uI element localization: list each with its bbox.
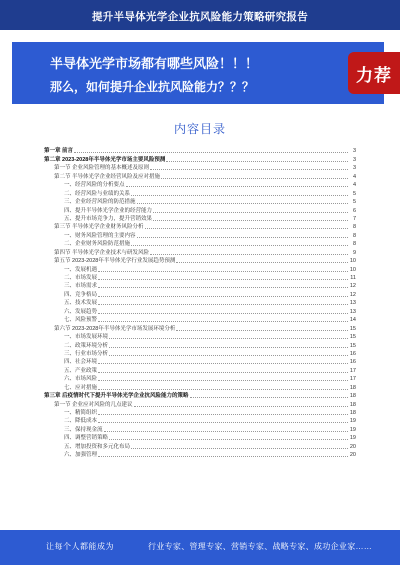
toc-entry-title: 第一节 企业风险管理的基本概述及原则 <box>54 165 150 172</box>
toc-entry[interactable] <box>44 171 356 179</box>
toc-entry[interactable] <box>44 441 356 449</box>
toc-entry-title: 四、社会环境 <box>64 359 98 366</box>
toc-entry-page: 15 <box>349 342 356 349</box>
toc-entry-page: 11 <box>350 275 356 281</box>
toc-entry-title: 第一节 企业应对风险的几点建议 <box>54 401 133 408</box>
toc-entry-page: 16 <box>349 350 356 357</box>
toc-entry[interactable] <box>44 399 356 407</box>
toc-entry[interactable] <box>44 247 356 255</box>
toc-entry[interactable] <box>44 391 356 399</box>
report-title: 提升半导体光学企业抗风险能力策略研究报告 <box>92 11 308 23</box>
toc-entry-title: 二、市场发展 <box>64 275 98 281</box>
toc-entry[interactable] <box>44 146 356 154</box>
toc-entry-page: 15 <box>349 325 356 332</box>
toc-leader-dots <box>137 203 348 204</box>
toc-entry[interactable] <box>44 273 356 281</box>
toc-entry[interactable] <box>44 357 356 365</box>
toc-entry-page: 10 <box>349 258 356 265</box>
toc-entry-title: 一、精简组织 <box>64 410 98 416</box>
toc-entry-page: 20 <box>349 443 356 450</box>
toc-leader-dots <box>150 254 348 255</box>
toc-entry-page: 7 <box>352 215 356 222</box>
toc-entry-title: 第一章 前言 <box>44 148 74 155</box>
toc-leader-dots <box>166 161 348 162</box>
toc-entry[interactable] <box>44 365 356 373</box>
toc-entry[interactable] <box>44 281 356 289</box>
toc-leader-dots <box>131 448 348 449</box>
toc-leader-dots <box>98 287 348 288</box>
toc-entry[interactable] <box>44 450 356 458</box>
recommend-badge <box>348 52 400 94</box>
toc-entry-page: 18 <box>349 393 356 400</box>
toc-entry-page: 17 <box>349 376 356 383</box>
toc-entry-page: 12 <box>349 283 356 290</box>
toc-entry-title: 四、提升半导体光学企业的经营能力 <box>64 207 153 214</box>
toc-leader-dots <box>137 237 348 238</box>
toc-entry-page: 4 <box>352 182 356 189</box>
toc-entry-page: 14 <box>349 317 356 324</box>
toc-leader-dots <box>131 195 348 196</box>
toc-entry[interactable] <box>44 214 356 222</box>
toc-leader-dots <box>109 355 348 356</box>
toc-entry-page: 16 <box>349 359 356 366</box>
toc-entry[interactable] <box>44 197 356 205</box>
toc-leader-dots <box>98 456 348 457</box>
toc-entry-title: 第二章 2023-2028年半导体光学市场主要风险预测 <box>44 156 166 163</box>
toc-leader-dots <box>98 313 348 314</box>
toc-entry[interactable] <box>44 349 356 357</box>
toc-leader-dots <box>145 228 348 229</box>
toc-entry-title: 第五节 2023-2028年半导体光学行业发展趋势预测 <box>54 258 176 265</box>
toc-entry-page: 3 <box>352 165 356 172</box>
toc-entry-title: 七、风险预警 <box>64 317 98 324</box>
toc-heading: 内容目录 <box>173 122 226 136</box>
toc-entry-title: 四、竞争格局 <box>64 291 98 298</box>
toc-entry-title: 七、应对措施 <box>64 384 98 391</box>
toc-entry[interactable] <box>44 188 356 196</box>
toc-entry[interactable] <box>44 306 356 314</box>
toc-entry-page: 9 <box>352 249 356 256</box>
toc-leader-dots <box>126 186 348 187</box>
toc-leader-dots <box>134 406 348 407</box>
toc-leader-dots <box>161 178 348 179</box>
toc-entry-title: 五、增加投资和多元化布局 <box>64 443 131 450</box>
toc-leader-dots <box>74 152 348 153</box>
toc-entry-page: 17 <box>349 367 356 374</box>
toc-entry[interactable] <box>44 298 356 306</box>
toc-leader-dots <box>109 347 348 348</box>
toc-entry[interactable] <box>44 433 356 441</box>
toc-entry-title: 五、产业政策 <box>64 367 98 374</box>
toc-entry-title: 六、发展趋势 <box>64 308 98 315</box>
toc-entry[interactable] <box>44 323 356 331</box>
toc-entry[interactable] <box>44 154 356 162</box>
footer-slogan: 让每个人都能成为 <box>46 542 114 551</box>
toc-entry[interactable] <box>44 256 356 264</box>
toc-entry-title: 五、技术发展 <box>64 300 98 307</box>
toc-entry-page: 5 <box>352 190 356 197</box>
toc-entry[interactable] <box>44 180 356 188</box>
toc-entry-page: 8 <box>352 224 356 231</box>
toc-leader-dots <box>109 439 348 440</box>
toc-entry-page: 12 <box>349 291 356 298</box>
toc-entry-page: 8 <box>352 232 356 239</box>
toc-entry[interactable] <box>44 230 356 238</box>
toc-entry[interactable] <box>44 315 356 323</box>
toc-entry-page: 10 <box>349 266 356 273</box>
toc-entry-page: 18 <box>349 410 356 416</box>
toc-entry-title: 三、保持现金流 <box>64 426 103 433</box>
table-of-contents <box>44 146 356 458</box>
toc-entry-page: 18 <box>349 384 356 391</box>
toc-leader-dots <box>131 245 348 246</box>
toc-entry-title: 一、财务风险管理的主要内容 <box>64 232 136 239</box>
toc-entry-page: 5 <box>352 199 356 206</box>
toc-entry-title: 二、企业财务风险防范措施 <box>64 241 131 248</box>
toc-leader-dots <box>190 397 348 398</box>
toc-entry-title: 第二节 半导体光学企业经营风险及应对措施 <box>54 173 161 180</box>
recommend-badge-text: 力荐 <box>356 65 392 85</box>
toc-entry[interactable] <box>44 374 356 382</box>
toc-entry[interactable] <box>44 424 356 432</box>
toc-leader-dots <box>98 321 348 322</box>
toc-leader-dots <box>98 296 348 297</box>
toc-entry-page: 20 <box>349 452 356 459</box>
toc-entry-page: 15 <box>349 334 356 341</box>
toc-leader-dots <box>176 262 348 263</box>
banner-question: 半导体光学市场都有哪些风险！！！ <box>50 56 259 71</box>
toc-entry-title: 二、经营风险与业绩的关系 <box>64 190 131 197</box>
toc-entry[interactable] <box>44 264 356 272</box>
toc-entry-title: 一、经营风险的分析要点 <box>64 182 125 189</box>
toc-entry-title: 三、行业市场分析 <box>64 350 109 357</box>
toc-entry[interactable] <box>44 205 356 213</box>
toc-leader-dots <box>98 422 348 423</box>
toc-entry[interactable] <box>44 332 356 340</box>
toc-entry-title: 三、企业经营风险的防范措施 <box>64 199 136 206</box>
toc-leader-dots <box>153 220 348 221</box>
banner-subquestion: 那么，如何提升企业抗风险能力？？？ <box>50 80 255 94</box>
toc-entry-title: 五、提升市场竞争力，提升营销效果 <box>64 215 153 222</box>
toc-entry-page: 19 <box>349 426 356 433</box>
toc-entry[interactable] <box>44 289 356 297</box>
toc-entry-page: 6 <box>352 207 356 214</box>
toc-entry-title: 第四节 半导体光学企业技术与研发风险 <box>54 249 150 256</box>
toc-entry[interactable] <box>44 222 356 230</box>
toc-leader-dots <box>104 431 348 432</box>
toc-leader-dots <box>98 304 348 305</box>
toc-entry-title: 四、调整营销策略 <box>64 435 109 442</box>
toc-leader-dots <box>98 389 348 390</box>
toc-entry-page: 3 <box>352 148 356 155</box>
toc-leader-dots <box>98 372 348 373</box>
toc-entry-title: 三、市场需求 <box>64 283 98 290</box>
toc-leader-dots <box>176 330 348 331</box>
toc-leader-dots <box>109 338 348 339</box>
toc-leader-dots <box>98 414 348 415</box>
toc-entry-title: 二、政策环境分析 <box>64 342 109 349</box>
toc-entry-page: 4 <box>352 173 356 180</box>
toc-leader-dots <box>153 212 348 213</box>
toc-entry[interactable] <box>44 416 356 424</box>
toc-entry[interactable] <box>44 382 356 390</box>
toc-entry[interactable] <box>44 163 356 171</box>
toc-entry-title: 第三章 后疫情时代下提升半导体光学企业抗风险能力的策略 <box>44 393 189 400</box>
toc-entry-title: 第三节 半导体光学企业财务风险分析 <box>54 224 144 231</box>
toc-entry-page: 3 <box>352 156 356 163</box>
toc-entry[interactable] <box>44 340 356 348</box>
toc-entry[interactable] <box>44 408 356 416</box>
toc-entry-title: 二、降低成本 <box>64 418 98 425</box>
toc-leader-dots <box>98 271 348 272</box>
toc-entry-title: 六、市场风险 <box>64 376 98 383</box>
toc-leader-dots <box>98 279 348 280</box>
toc-entry-page: 19 <box>349 418 356 425</box>
toc-entry-title: 一、发展机遇 <box>64 266 98 273</box>
toc-leader-dots <box>150 169 348 170</box>
toc-entry-page: 13 <box>349 308 356 315</box>
toc-entry-page: 19 <box>349 435 356 442</box>
toc-entry-page: 13 <box>349 300 356 307</box>
toc-entry-title: 一、市场发展环境 <box>64 334 109 341</box>
toc-entry[interactable] <box>44 239 356 247</box>
toc-leader-dots <box>98 380 348 381</box>
toc-entry-title: 六、加强管理 <box>64 452 98 459</box>
footer-roles: 行业专家、管理专家、营销专家、战略专家、成功企业家…… <box>148 542 373 551</box>
toc-entry-title: 第六节 2023-2028年半导体光学市场发展环境分析 <box>54 325 176 332</box>
toc-leader-dots <box>98 363 348 364</box>
toc-entry-page: 18 <box>349 401 356 408</box>
toc-entry-page: 8 <box>352 241 356 248</box>
